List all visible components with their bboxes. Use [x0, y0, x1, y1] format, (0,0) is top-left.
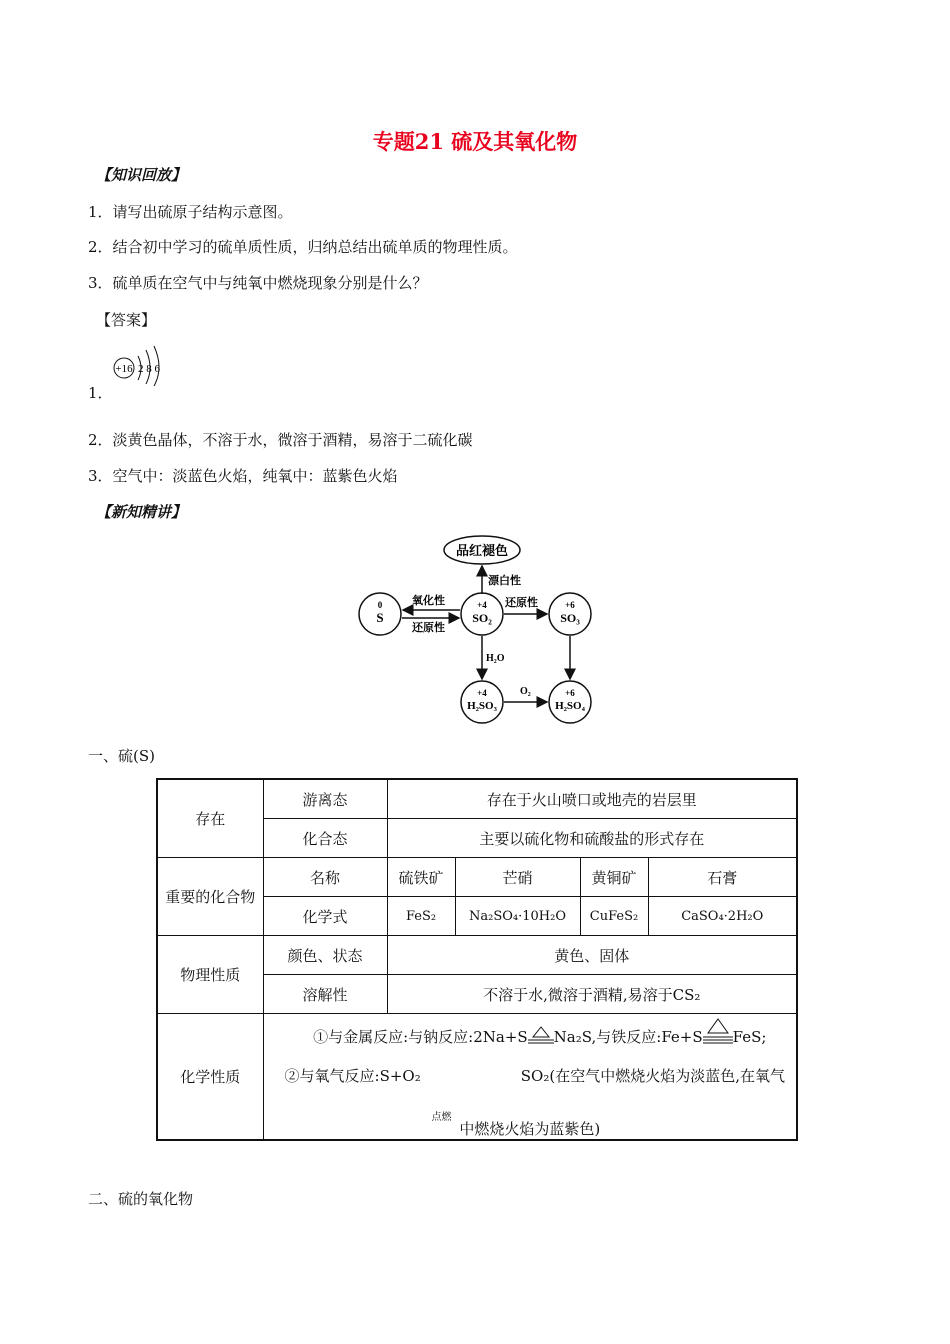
review-heading: 【知识回放】 — [96, 166, 187, 184]
h2so4-ox: +6 — [565, 688, 575, 698]
water-label: H₂O — [486, 653, 505, 664]
s-ox: 0 — [377, 600, 383, 610]
answer-2: 2．淡黄色晶体，不溶于水，微溶于酒精，易溶于二硫化碳 — [88, 431, 473, 449]
answer-1-number: 1． — [88, 384, 113, 402]
chem-line-1a: ①与金属反应:与钠反应:2Na+S — [313, 1028, 528, 1046]
free-state-label: 游离态 — [263, 779, 387, 819]
compound-name: 黄铜矿 — [580, 858, 648, 897]
h2so3-label: H₂SO₃ — [467, 700, 497, 712]
oxygen-label: O₂ — [520, 686, 531, 697]
solubility-value: 不溶于水,微溶于酒精,易溶于CS₂ — [387, 975, 797, 1014]
bleach-label: 漂白性 — [488, 575, 521, 587]
new-knowledge-heading: 【新知精讲】 — [96, 503, 187, 521]
compound-name: 硫铁矿 — [387, 858, 455, 897]
compound-formula: Na₂SO₄·10H₂O — [455, 897, 580, 936]
heat-triangle-icon — [528, 1026, 554, 1044]
so3-label: SO₃ — [560, 611, 580, 625]
ignite-condition: 点燃 — [431, 1112, 452, 1123]
atom-shells: 2 8 6 — [138, 363, 160, 375]
physical-header: 物理性质 — [157, 936, 263, 1014]
question-2: 2．结合初中学习的硫单质性质，归纳总结出硫单质的物理性质。 — [88, 238, 518, 256]
chem-line-1b: Na₂S,与铁反应:Fe+S — [553, 1028, 703, 1046]
h2so4-label: H₂SO₄ — [555, 700, 585, 712]
so2-ox: +4 — [477, 600, 487, 610]
heat-triangle-icon — [703, 1018, 733, 1044]
reducing-right-label: 还原性 — [505, 597, 538, 609]
existence-header: 存在 — [157, 779, 263, 858]
chem-line-1c: FeS; — [732, 1028, 767, 1046]
compound-formula: CuFeS₂ — [580, 897, 648, 936]
s-label: S — [376, 610, 384, 625]
section-2-heading: 二、硫的氧化物 — [88, 1190, 194, 1208]
chem-line-2a: ②与氧气反应:S+O₂ — [284, 1067, 421, 1085]
chem-line-3: 中燃烧火焰为蓝紫色) — [459, 1120, 601, 1138]
section-1-heading: 一、硫(S) — [88, 747, 155, 765]
chemical-header: 化学性质 — [157, 1014, 263, 1141]
formula-label: 化学式 — [263, 897, 387, 936]
answer-heading: 【答案】 — [96, 311, 157, 329]
sulfur-table — [156, 778, 798, 1141]
solubility-label: 溶解性 — [263, 975, 387, 1014]
so3-ox: +6 — [565, 600, 575, 610]
name-label: 名称 — [263, 858, 387, 897]
compound-formula: FeS₂ — [387, 897, 455, 936]
combined-state-desc: 主要以硫化物和硫酸盐的形式存在 — [387, 819, 797, 858]
free-state-desc: 存在于火山喷口或地壳的岩层里 — [387, 779, 797, 819]
decolor-label: 品红褪色 — [455, 543, 509, 558]
compound-name: 芒硝 — [455, 858, 580, 897]
h2so3-ox: +4 — [477, 688, 487, 698]
oxidizing-label: 氧化性 — [412, 595, 445, 607]
question-3: 3．硫单质在空气中与纯氧中燃烧现象分别是什么？ — [88, 274, 428, 292]
color-state-label: 颜色、状态 — [263, 936, 387, 975]
so2-label: SO₂ — [472, 611, 492, 625]
reducing-left-label: 还原性 — [412, 622, 445, 634]
atom-nucleus: +16 — [115, 363, 133, 375]
compounds-header: 重要的化合物 — [157, 858, 263, 936]
chemical-properties-cell — [263, 1014, 797, 1141]
color-state-value: 黄色、固体 — [387, 936, 797, 975]
combined-state-label: 化合态 — [263, 819, 387, 858]
question-1: 1．请写出硫原子结构示意图。 — [88, 203, 293, 221]
sulfur-conversion-diagram — [352, 534, 602, 724]
compound-name: 石膏 — [648, 858, 797, 897]
sulfur-atom-diagram — [108, 342, 172, 386]
chem-line-2b: SO₂(在空气中燃烧火焰为淡蓝色,在氧气 — [520, 1067, 785, 1085]
page-title: 专题21 硫及其氧化物 — [372, 129, 578, 154]
compound-formula: CaSO₄·2H₂O — [648, 897, 797, 936]
answer-3: 3．空气中：淡蓝色火焰，纯氧中：蓝紫色火焰 — [88, 467, 398, 485]
